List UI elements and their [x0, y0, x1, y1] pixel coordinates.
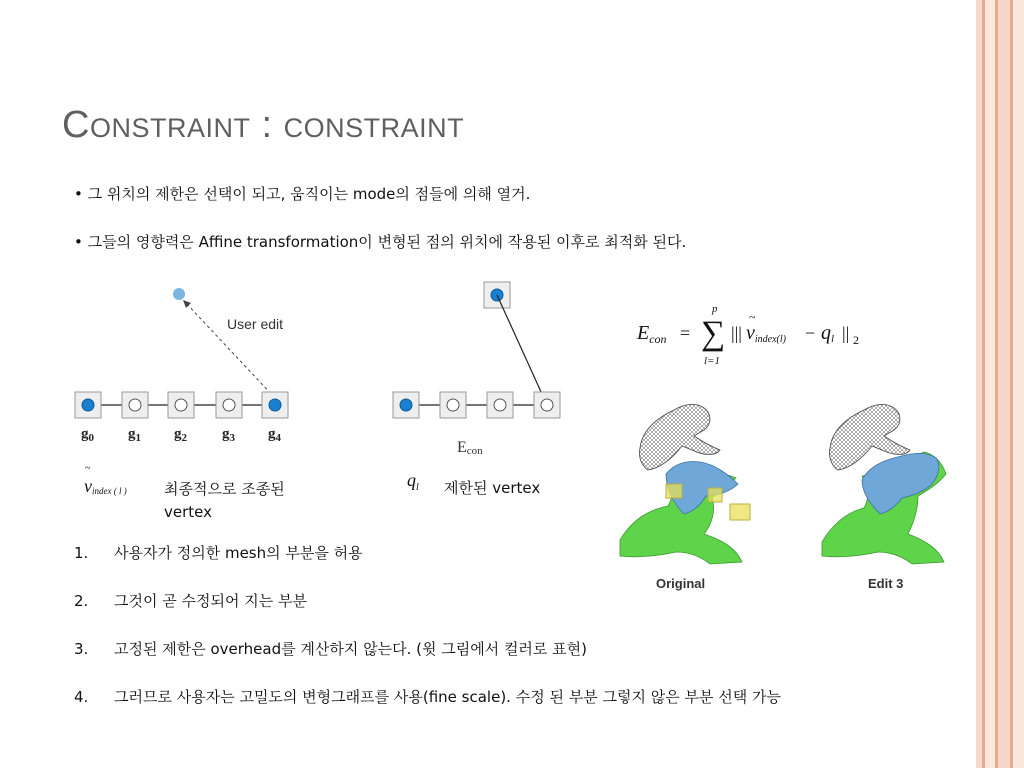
list-number: 1. — [74, 544, 89, 562]
v-caption-line1: 최종적으로 조종된 — [164, 480, 285, 498]
node-label-g1: $g_1$ — [128, 426, 141, 444]
node-g2 — [168, 392, 194, 418]
econ-equation — [632, 298, 872, 370]
svg-text:~: ~ — [85, 463, 91, 474]
node-c1 — [440, 392, 466, 418]
deformation-chain-figure — [70, 280, 300, 445]
constraint-chain-figure — [385, 280, 570, 460]
eq-v: vindex(l) — [746, 322, 786, 345]
node-g4 — [262, 392, 288, 418]
list-item — [74, 687, 964, 708]
decorative-stripes — [976, 0, 1024, 768]
v-caption-line2: vertex — [164, 503, 212, 521]
eq-tilde: ~ — [749, 310, 756, 324]
node-label-g2: $g_2$ — [174, 426, 187, 444]
node-g3 — [216, 392, 242, 418]
list-number: 2. — [74, 592, 89, 610]
node-c2 — [487, 392, 513, 418]
eq-lower: l=1 — [704, 355, 720, 367]
node-g0 — [75, 392, 101, 418]
list-item — [74, 591, 964, 612]
node-label-g4: $g_4$ — [268, 426, 281, 444]
list-text: 그러므로 사용자는 고밀도의 변형그래프를 사용(fine scale). 수정 된 부분 그렇지 않은 부분 선택 가능 — [114, 688, 781, 706]
q-symbol — [405, 468, 441, 498]
q-caption: 제한된 vertex — [444, 479, 541, 497]
svg-text:ql: $q_l$ — [407, 470, 419, 493]
eq-norm-open: ||| — [731, 323, 742, 343]
list-item — [74, 543, 964, 564]
v-symbol — [80, 462, 160, 502]
node-label-g0: $g_0$ — [81, 426, 94, 444]
target-point — [173, 288, 185, 300]
original-wireframe-head — [639, 404, 720, 470]
bullet-1: • 그 위치의 제한은 선택이 되고, 움직이는 mode의 점들에 의해 열거. — [74, 185, 531, 203]
list-text: 사용자가 정의한 mesh의 부분을 허용 — [114, 544, 363, 562]
node-c0 — [393, 392, 419, 418]
node-c3 — [534, 392, 560, 418]
node-g1 — [122, 392, 148, 418]
user-edit-label: User edit — [227, 316, 284, 332]
edit3-label: Edit 3 — [868, 576, 904, 591]
original-label: Original — [656, 576, 706, 591]
svg-text:vindex ( l ): vindex ( l ) — [84, 476, 127, 496]
list-item — [74, 639, 964, 660]
constraint-line — [497, 295, 547, 405]
bullet-2: • 그들의 영향력은 Affine transformation이 변형된 점의 위치에 작용된 이후로 최적화 된다. — [74, 233, 687, 251]
node-label-g3: $g_3$ — [222, 426, 235, 444]
eq-upper: p — [712, 303, 718, 315]
eq-minus: − — [805, 323, 816, 343]
list-text: 고정된 제한은 overhead를 계산하지 않는다. (윗 그림에서 컬러로 표현) — [114, 640, 588, 658]
list-number: 4. — [74, 688, 89, 706]
eq-norm-close: || — [842, 323, 850, 343]
slide-title: Constraint : constraint — [62, 104, 465, 146]
list-number: 3. — [74, 640, 89, 658]
eq-lhs: $E_{con}$ — [637, 322, 667, 346]
edit-arrowhead — [183, 300, 191, 308]
list-text: 그것이 곧 수정되어 지는 부분 — [114, 592, 307, 610]
econ-label: Econ — [457, 439, 483, 457]
numbered-list — [74, 543, 964, 735]
eq-q: ql — [821, 322, 835, 345]
eq-sum: ∑ — [701, 315, 726, 352]
eq-equals: = — [680, 323, 691, 343]
eq-norm-sub: 2 — [853, 333, 859, 347]
